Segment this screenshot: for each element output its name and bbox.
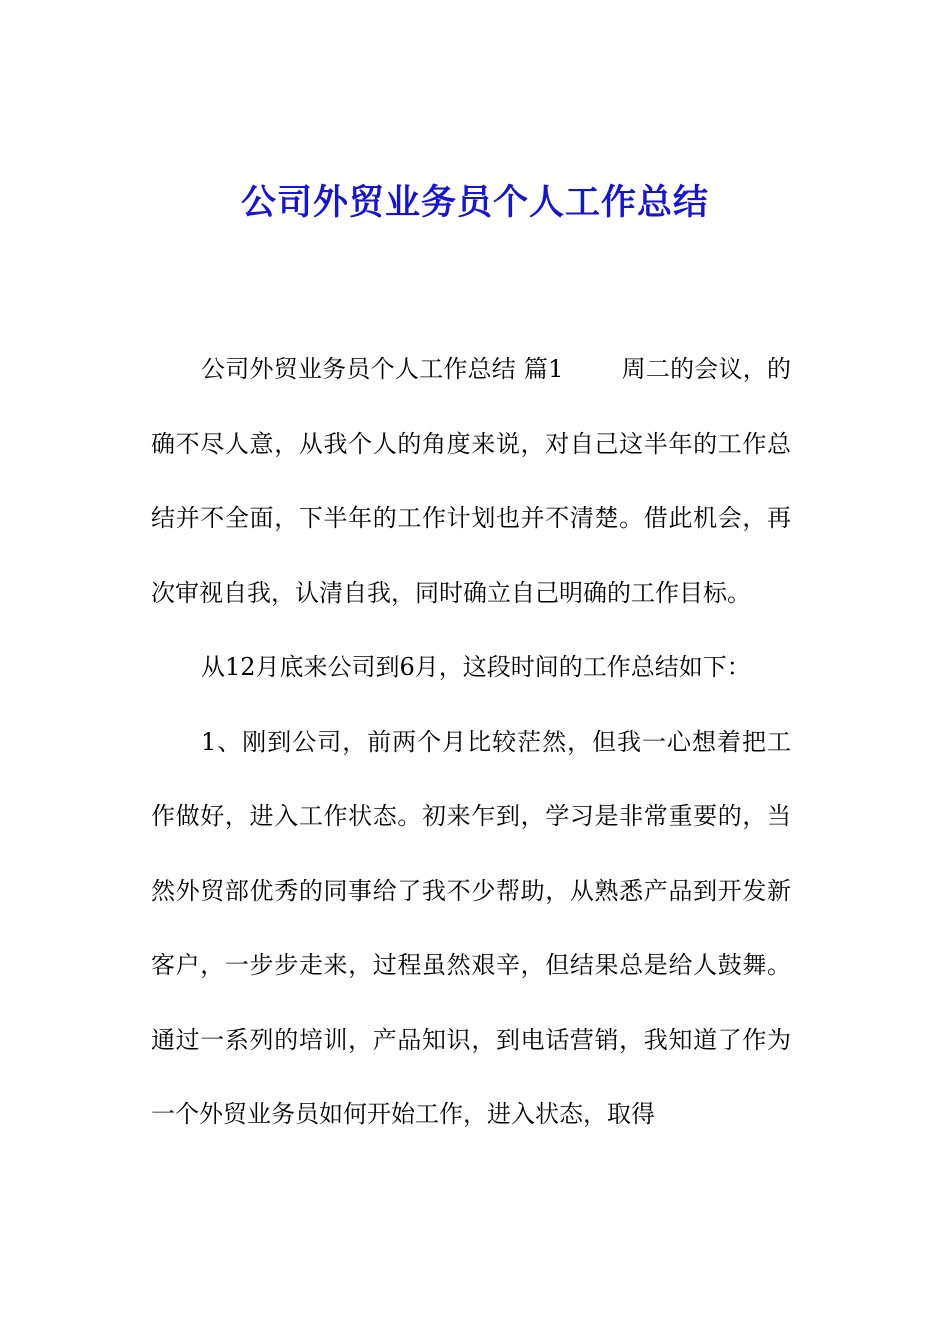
paragraph-1: [151, 332, 791, 630]
paragraph-3: 1、刚到公司，前两个月比较茫然，但我一心想着把工作做好，进入工作状态。初来乍到，学习是非常重要的，当然外贸部优秀的同事给了我不少帮助，从熟悉产品到开发新客户，一步步走来，过程虽然艰辛，但结果总是给人鼓舞。通过一系列的培训，产品知识，到电话营销，我知道了作为一个外贸业务员如何开始工作，进入状态，取得: [151, 727, 791, 1128]
document-body: [151, 332, 791, 1152]
document-title: 公司外贸业务员个人工作总结: [240, 182, 709, 223]
paragraph-1-text: 周二的会议，的确不尽人意，从我个人的角度来说，对自己这半年的工作总结并不全面，下半年的工作计划也并不清楚。借此机会，再次审视自我，认清自我，同时确立自己明确的工作目标。: [151, 355, 791, 607]
paragraph-2: 从12月底来公司到6月，这段时间的工作总结如下：: [201, 653, 751, 681]
paragraph-1-heading: 公司外贸业务员个人工作总结 篇1: [201, 355, 564, 383]
